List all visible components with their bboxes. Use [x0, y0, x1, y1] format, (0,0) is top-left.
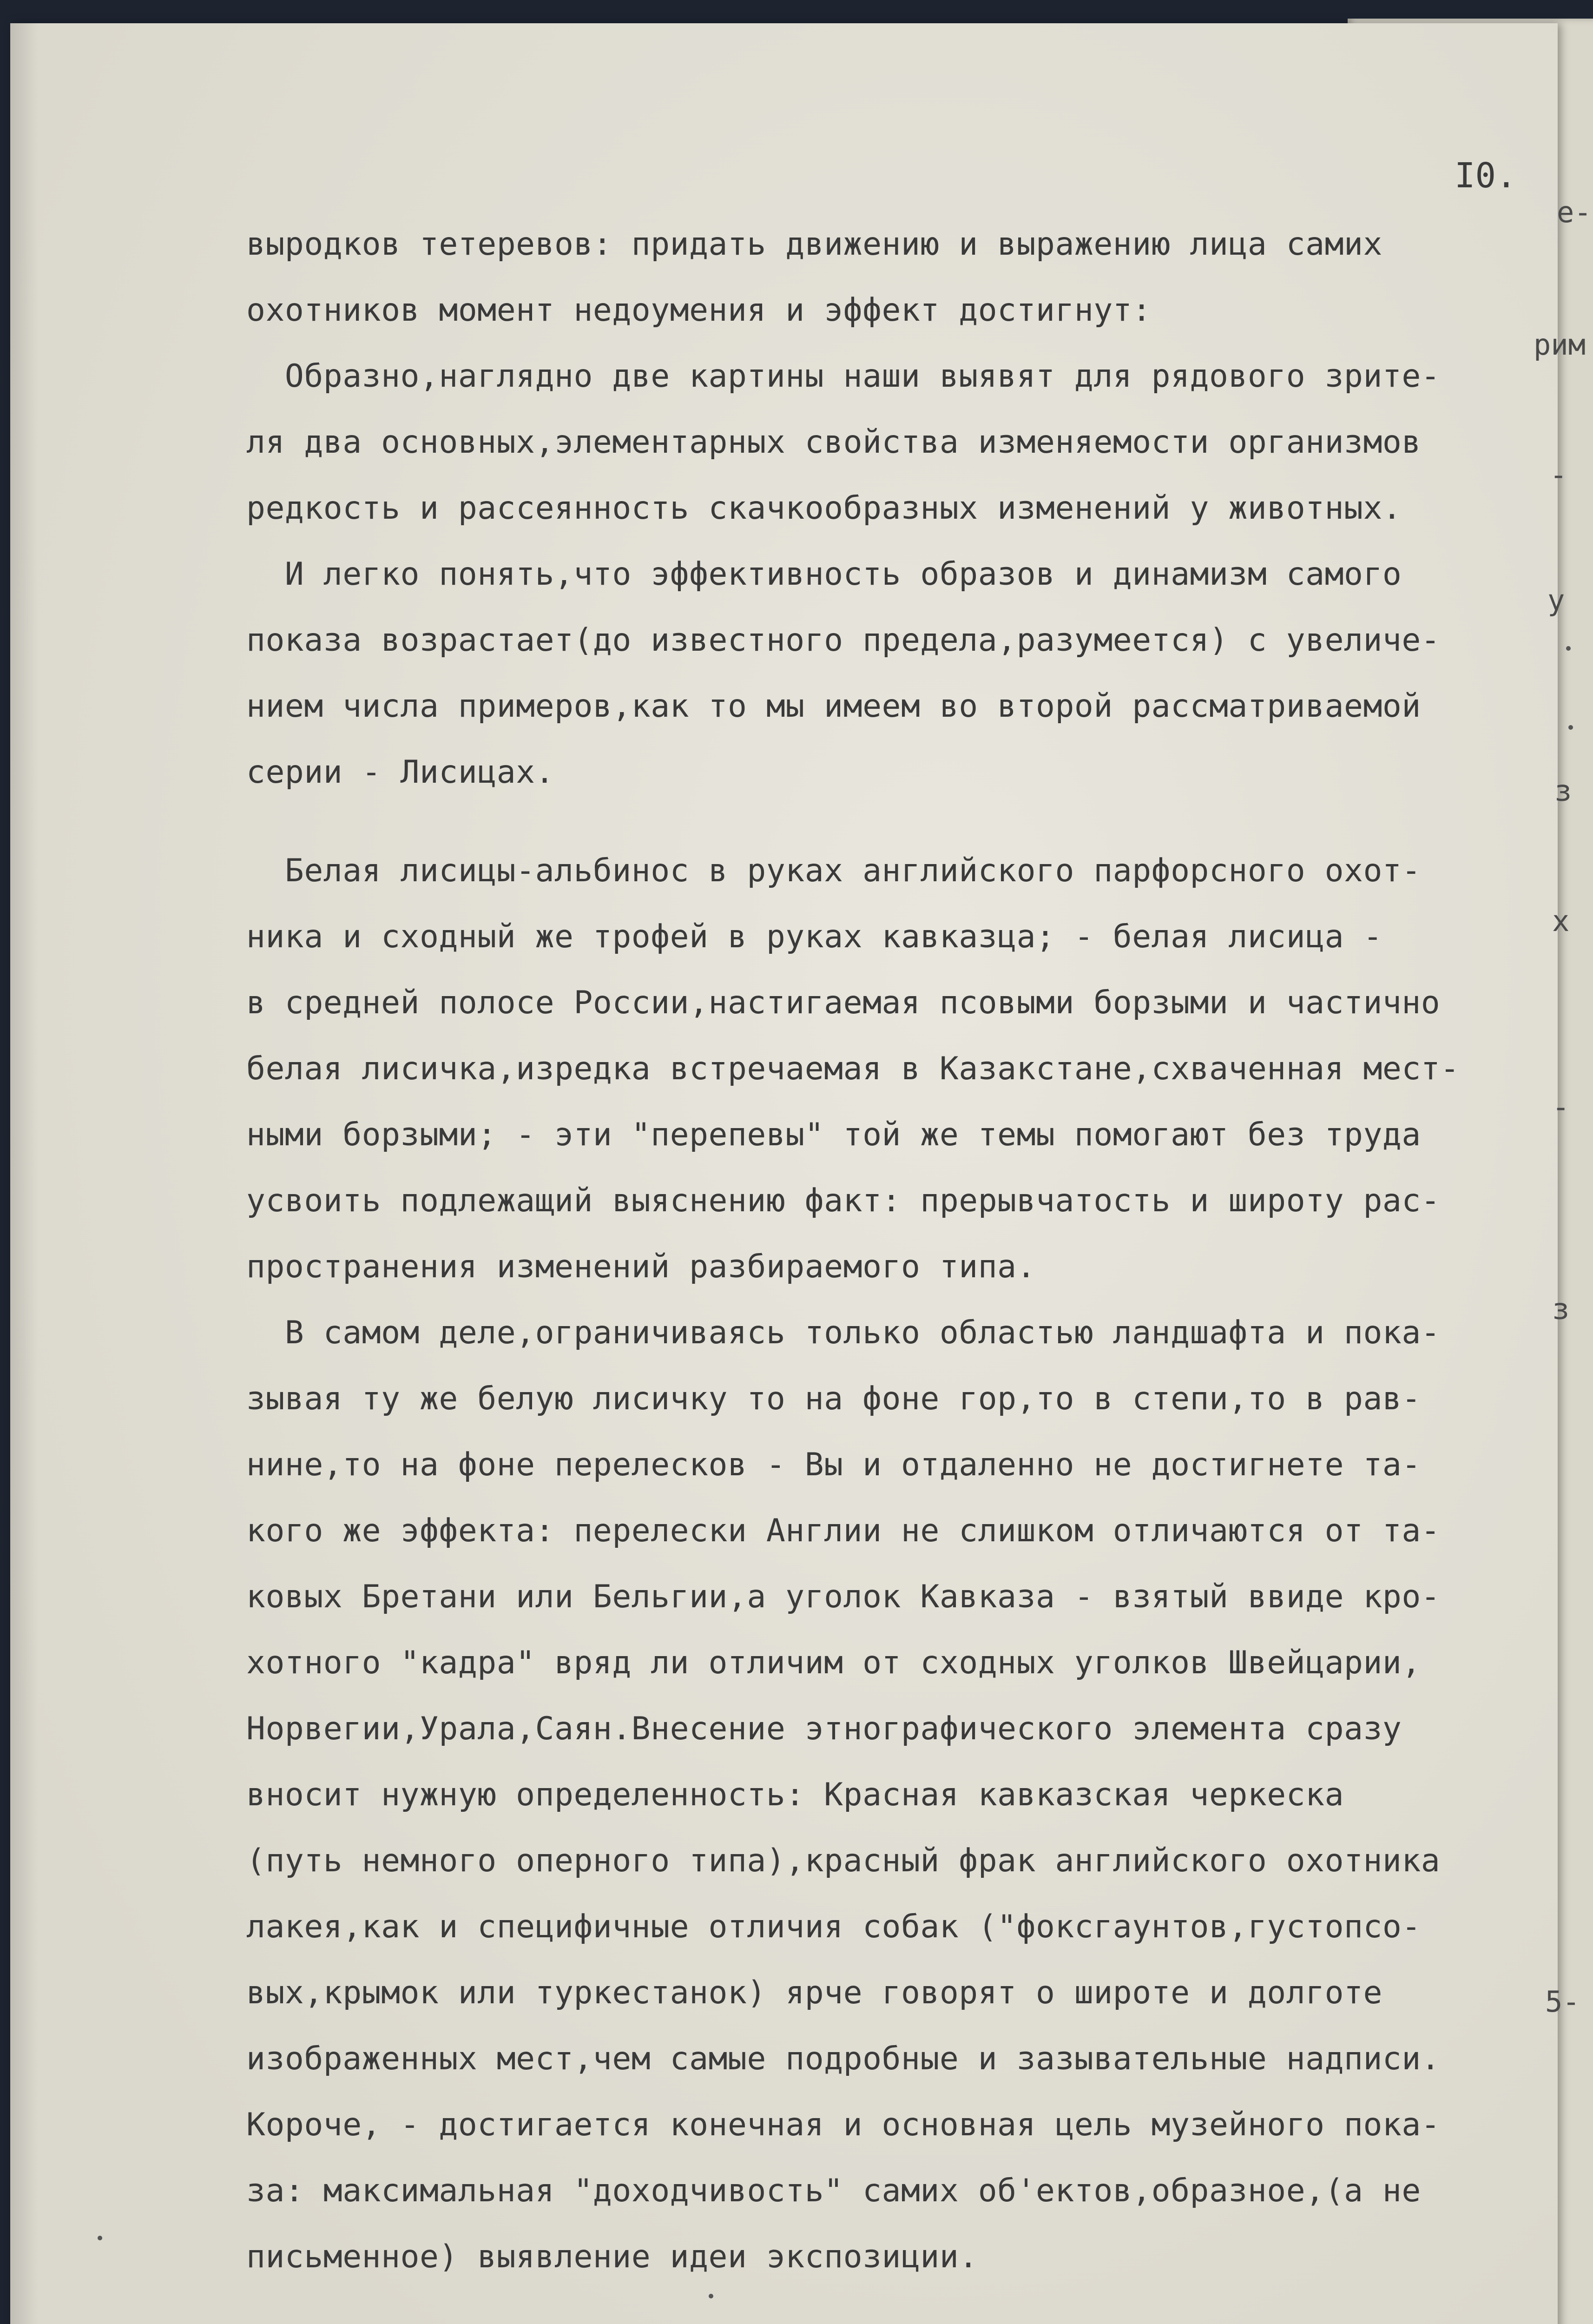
text-line: хотного "кадра" вряд ли отличим от сходных уголков Швейцарии,: [246, 1644, 1421, 1681]
edge-fragment: е-: [1557, 195, 1592, 229]
edge-fragment: х: [1552, 904, 1570, 938]
ink-speck: [709, 2294, 713, 2298]
text-line: редкость и рассеянность скачкообразных изменений у животных.: [246, 490, 1402, 527]
text-line: изображенных мест,чем самые подробные и зазывательные надписи.: [246, 2040, 1441, 2077]
text-line: лакея,как и специфичные отличия собак ("фоксгаунтов,густопсо-: [246, 1908, 1421, 1945]
text-line: белая лисичка,изредка встречаемая в Казакстане,схваченная мест-: [246, 1050, 1460, 1087]
text-line: нием числа примеров,как то мы имеем во второй рассматриваемой: [246, 688, 1421, 725]
edge-fragment: з: [1552, 1292, 1570, 1326]
text-line: Норвегии,Урала,Саян.Внесение этнографического элемента сразу: [246, 1710, 1402, 1747]
text-line: выродков тетеревов: придать движению и выражению лица самих: [246, 226, 1382, 263]
text-line: ковых Бретани или Бельгии,а уголок Кавказа - взятый ввиде кро-: [246, 1578, 1441, 1615]
text-line: (путь немного оперного типа),красный фрак английского охотника: [246, 1842, 1441, 1879]
ink-speck: [1568, 725, 1573, 730]
page-number: I0.: [1455, 156, 1517, 196]
edge-fragment: з: [1554, 774, 1572, 808]
text-line: охотников момент недоумения и эффект достигнут:: [246, 292, 1152, 329]
text-line: письменное) выявление идеи экспозиции.: [246, 2238, 978, 2275]
text-line: в средней полосе России,настигаемая псовыми борзыми и частично: [246, 984, 1441, 1021]
binding-shadow: [10, 23, 38, 2324]
text-line: серии - Лисицах.: [246, 754, 555, 791]
text-line: Белая лисицы-альбинос в руках английского парфорсного охот-: [246, 852, 1421, 889]
text-line: вносит нужную определенность: Красная кавказская черкеска: [246, 1776, 1344, 1813]
ink-speck: [98, 2236, 102, 2240]
text-line: пространения изменений разбираемого типа.: [246, 1248, 1036, 1285]
ink-speck: [1566, 646, 1571, 651]
paragraph-gap: [246, 805, 1561, 838]
edge-fragment: -: [1552, 1090, 1570, 1124]
text-line: показа возрастает(до известного предела,разумеется) с увеличе-: [246, 622, 1441, 659]
text-line: кого же эффекта: перелески Англии не слишком отличаются от та-: [246, 1512, 1441, 1549]
edge-fragment: у: [1547, 583, 1565, 617]
text-line: усвоить подлежащий выяснению факт: прерывчатость и широту рас-: [246, 1182, 1441, 1219]
text-line: И легко понять,что эффективность образов и динамизм самого: [246, 556, 1402, 593]
text-line: Образно,наглядно две картины наши выявят для рядового зрите-: [246, 358, 1441, 395]
text-line: зывая ту же белую лисичку то на фоне гор,то в степи,то в рав-: [246, 1380, 1421, 1417]
text-line: ника и сходный же трофей в руках кавказца; - белая лисица -: [246, 918, 1382, 955]
text-line: В самом деле,ограничиваясь только областью ландшафта и пока-: [246, 1314, 1441, 1351]
text-line: ля два основных,элементарных свойства изменяемости организмов: [246, 424, 1421, 461]
text-line: ными борзыми; - эти "перепевы" той же темы помогают без труда: [246, 1116, 1421, 1153]
text-line: вых,крымок или туркестанок) ярче говорят о широте и долготе: [246, 1974, 1382, 2011]
typed-text-body: [246, 211, 1561, 2290]
edge-fragment: 5-: [1545, 1985, 1580, 2019]
text-line: нине,то на фоне перелесков - Вы и отдаленно не достигнете та-: [246, 1446, 1421, 1483]
edge-fragment: рим: [1534, 328, 1586, 362]
edge-fragment: -: [1550, 458, 1567, 492]
text-line: Короче, - достигается конечная и основная цель музейного пока-: [246, 2106, 1441, 2143]
text-line: за: максимальная "доходчивость" самих об'ектов,образное,(а не: [246, 2172, 1421, 2209]
